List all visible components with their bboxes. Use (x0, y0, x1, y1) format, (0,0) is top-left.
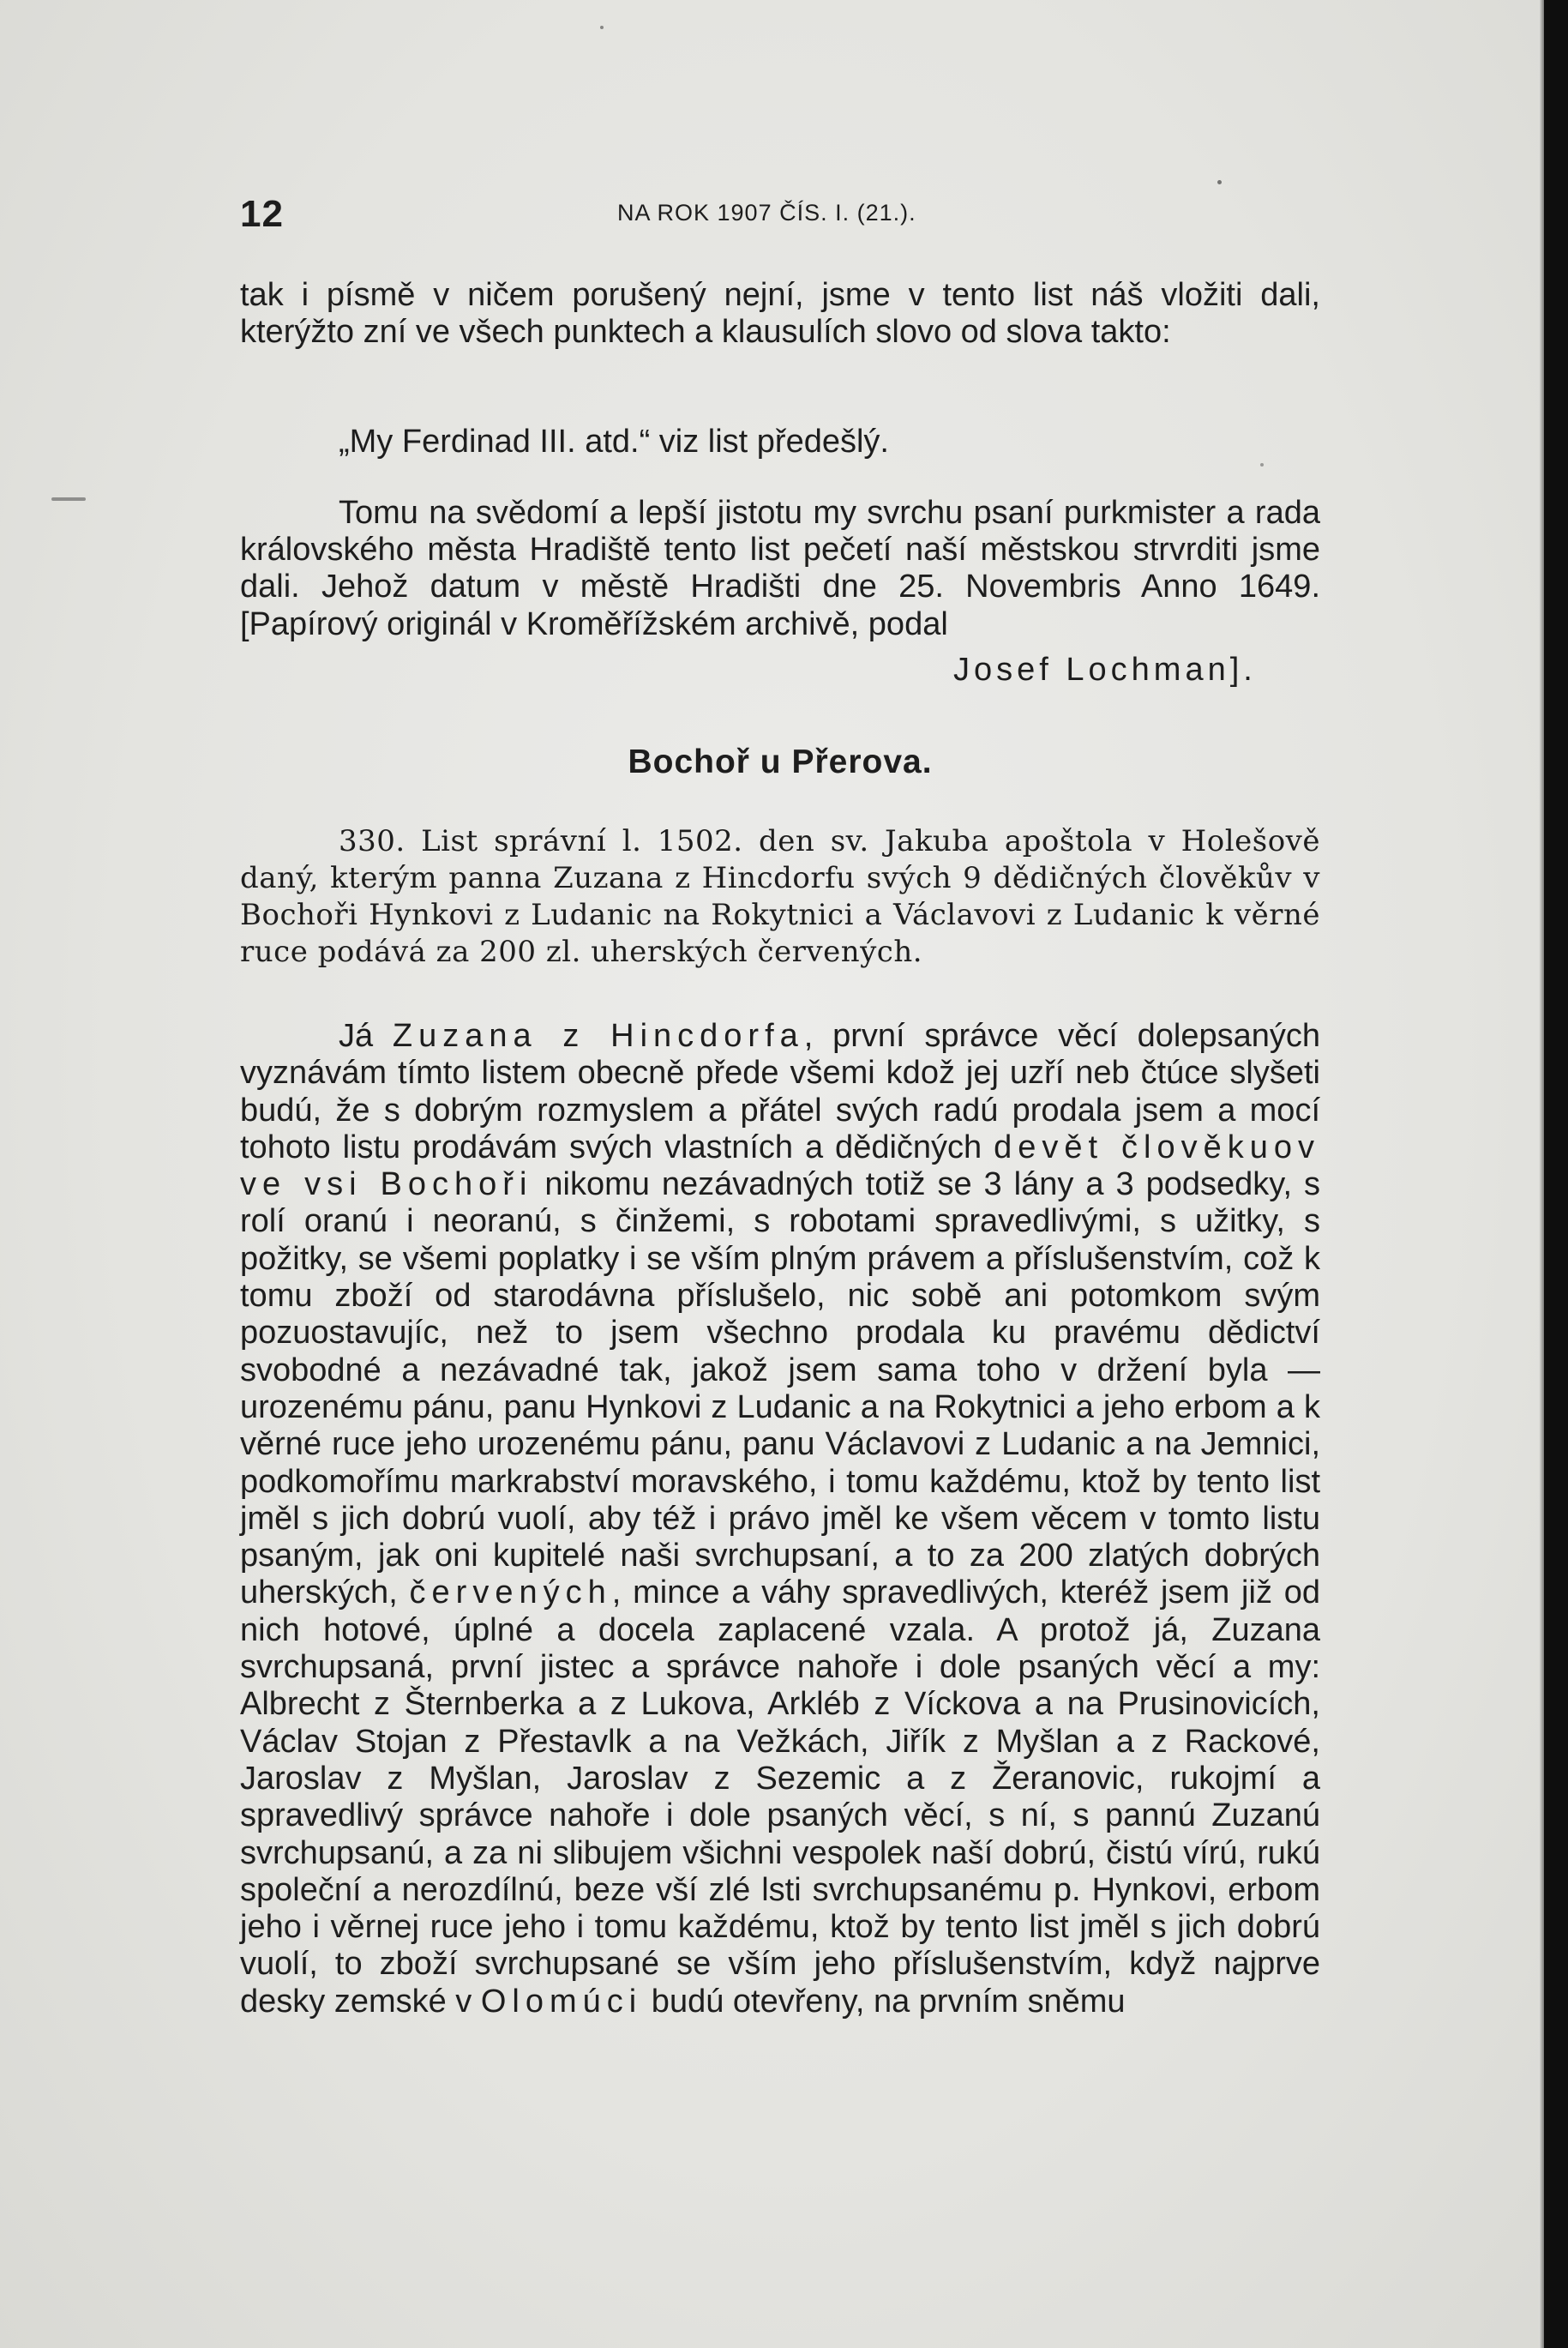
running-head: NA ROK 1907 ČÍS. I. (21.). (617, 200, 916, 226)
main-document-text (240, 1018, 1320, 2020)
document-regest (240, 823, 1320, 971)
paragraph-closing (240, 495, 1320, 643)
signature: Josef Lochman]. (953, 652, 1257, 688)
scan-border (1544, 0, 1568, 2348)
text-run: budú otevřeny, na prvním sněmu (642, 1983, 1126, 2020)
text-run: Já (339, 1018, 393, 1054)
spaced-name: Zuzana z Hincdorfa (392, 1018, 804, 1054)
paragraph-text: tak i písmě v ničem porušený nejní, jsme v tento list náš vložiti dali, kterýžto zní ve všech punktech a klausulích slovo od slova takto: (240, 277, 1320, 351)
text-run: , mince a váhy spravedlivých, kteréž jsem již od nich hotové, úplné a docela zaplacené vzala. A protož já, Zuzana svrchupsaná, první jistec a správce nahoře i dole psaných věcí a my: Albrecht z Šternberka a z Lukova, Arkléb z Víckova a na Prusinovicích, Václav Stojan z Přestavlk a na Vežkách, Jiřík z Myšlan a z Rackové, Jaroslav z Myšlan, Jaroslav z Sezemic a z Žeranovic, rukojmí a spravedlivý správce nahoře i dole psaných věcí, s ní, s pannú Zuzanú svrchupsanú, a za ni slibujem všichni vespolek naší dobrú, čistú vírú, rukú společní a nerozdílnú, beze vší zlé lsti svrchupsanému p. Hynkovi, erbom jeho i věrnej ruce jeho i tomu každému, ktož by tento list jměl s jich dobrú vuolí, to zboží svrchupsané se vším jeho příslušenstvím, když najprve desky zemské v (240, 1574, 1320, 2020)
paragraph-text (240, 1018, 1320, 2020)
paragraph-continuation (240, 277, 1320, 351)
spaced-name: Olomúci (480, 1983, 643, 2020)
margin-mark (51, 497, 86, 501)
page-header (240, 193, 1355, 244)
text-run: nikomu nezávadných totiž se 3 lány a 3 podsedky, s rolí oranú i neoranú, s činžemi, s robotami spravedlivými, s užitky, s požitky, se všemi poplatky i se vším plným právem a příslušenstvím, což k tomu zboží od starodávna příslušelo, nic sobě ani potomkom svým pozuostavujíc, než to jsem všechno prodala ku pravému dědictví svobodné a nezávadné tak, jakož jsem sama toho v držení byla — urozenému pánu, panu Hynkovi z Ludanic a na Rokytnici a jeho erbom a k věrné ruce jeho urozenému pánu, panu Václavovi z Ludanic a na Jemnici, podkomořímu markrabství moravského, i tomu každému, ktož by tento list jměl s jich dobrú vuolí, aby též i právo jměl ke všem věcem v tomto listu psaným, jak oni kupitelé naši svrchupsaní, a to za 200 zlatých dobrých uherských, (240, 1166, 1320, 1611)
spaced-name: červených (409, 1574, 612, 1611)
section-title: Bochoř u Přerova. (628, 744, 933, 780)
ink-speck (1217, 180, 1222, 184)
spaced-name: devět člověkuov ve vsi Bochoři (240, 1129, 1320, 1203)
text-run: , první správce věcí dolepsaných vyznávám tímto listem obecně přede všemi kdož jej uzří neb čtúce slyšeti budú, že s dobrým rozmyslem a přátel svých radú prodala jsem a mocí tohoto listu prodávám svých vlastních a dědičných (240, 1018, 1320, 1165)
regest-text: 330. List správní l. 1502. den sv. Jakuba apoštola v Holešově daný, kterým panna Zuzana z Hincdorfu svých 9 dědičných člověkův v Bochoři Hynkovi z Ludanic na Rokytnici a Václavovi z Ludanic k věrné ruce podává za 200 zl. uherských červených. (240, 824, 1320, 969)
ink-speck (1260, 463, 1264, 467)
paragraph-quote (240, 424, 1320, 461)
paragraph-text: „My Ferdinad III. atd.“ viz list předešlý. (339, 424, 889, 460)
ink-speck (600, 26, 604, 29)
page-number: 12 (240, 193, 284, 235)
paragraph-text: Tomu na svědomí a lepší jistotu my svrchu psaní purkmister a rada královského města Hradiště tento list pečetí naší městskou strvrditi jsme dali. Jehož datum v městě Hradišti dne 25. Novembris Anno 1649. [Papírový originál v Kroměřížském archivě, podal (240, 495, 1320, 642)
